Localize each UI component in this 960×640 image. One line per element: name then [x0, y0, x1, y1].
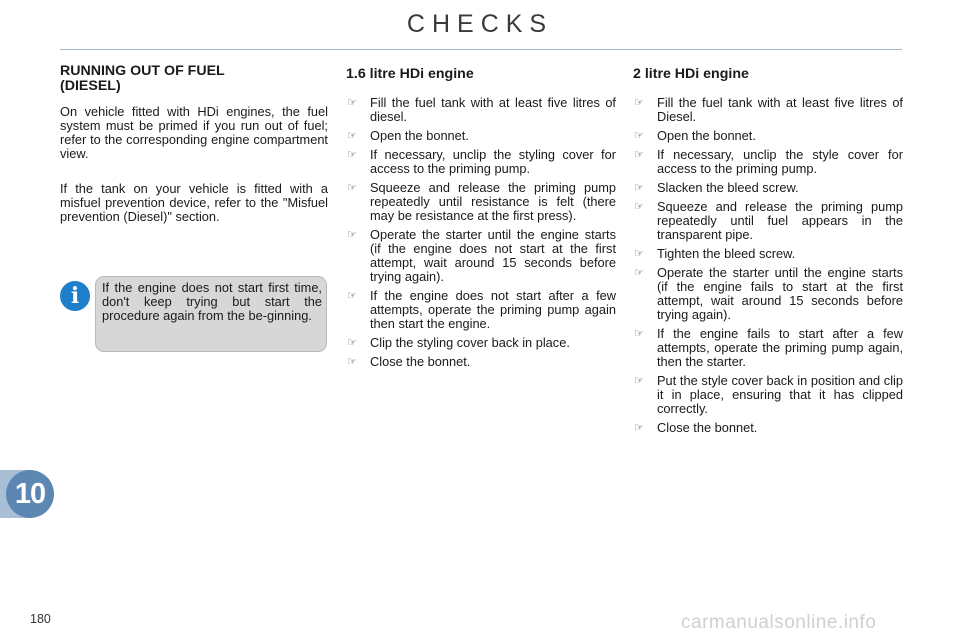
- header-divider: [60, 49, 902, 50]
- pointing-hand-icon: ☞: [347, 289, 357, 302]
- chapter-number-badge: 10: [6, 470, 54, 518]
- list-item: [346, 181, 616, 223]
- list-item: [633, 148, 903, 176]
- step-text: Tighten the bleed screw.: [657, 246, 796, 261]
- list-item: [346, 355, 616, 369]
- list-item: [633, 181, 903, 195]
- pointing-hand-icon: ☞: [634, 421, 644, 434]
- list-item: [633, 421, 903, 435]
- list-item: [633, 247, 903, 261]
- step-text: Put the style cover back in position and clip it in place, ensuring that it has clipped correctly.: [657, 373, 903, 416]
- pointing-hand-icon: ☞: [634, 374, 644, 387]
- list-item: [633, 374, 903, 416]
- step-text: Close the bonnet.: [370, 354, 471, 369]
- pointing-hand-icon: ☞: [634, 327, 644, 340]
- heading-line-1: RUNNING OUT OF FUEL: [60, 63, 225, 79]
- steps-list-2-0-hdi: [633, 96, 903, 435]
- list-item: [346, 129, 616, 143]
- info-icon: i: [60, 281, 90, 311]
- step-text: Operate the starter until the engine starts (if the engine fails to start at the first attempt, wait around 15 seconds before trying again).: [657, 265, 903, 322]
- list-item: [633, 96, 903, 124]
- pointing-hand-icon: ☞: [347, 129, 357, 142]
- list-item: [346, 148, 616, 176]
- mid-column: [346, 64, 616, 374]
- step-text: If the engine does not start after a few attempts, operate the priming pump again then start the engine.: [370, 288, 616, 331]
- step-text: Clip the styling cover back in place.: [370, 335, 570, 350]
- step-text: Open the bonnet.: [657, 128, 756, 143]
- pointing-hand-icon: ☞: [347, 181, 357, 194]
- pointing-hand-icon: ☞: [634, 200, 644, 213]
- page-number: 180: [30, 612, 51, 626]
- steps-list-1-6-hdi: [346, 96, 616, 369]
- list-item: [346, 336, 616, 350]
- section-heading-2-0-hdi: 2 litre HDi engine: [633, 66, 749, 82]
- step-text: Slacken the bleed screw.: [657, 180, 799, 195]
- step-text: Open the bonnet.: [370, 128, 469, 143]
- page-title: CHECKS: [406, 10, 554, 38]
- step-text: Fill the fuel tank with at least five litres of Diesel.: [657, 95, 903, 124]
- step-text: If necessary, unclip the style cover for access to the priming pump.: [657, 147, 903, 176]
- section-heading-1-6-hdi: 1.6 litre HDi engine: [346, 66, 474, 82]
- pointing-hand-icon: ☞: [347, 355, 357, 368]
- step-text: Squeeze and release the priming pump repeatedly until resistance is felt (there may be resistance at the first press).: [370, 180, 616, 223]
- pointing-hand-icon: ☞: [347, 336, 357, 349]
- paragraph-priming: On vehicle fitted with HDi engines, the fuel system must be primed if you run out of fuel; refer to the corresponding engine compartment view.: [60, 104, 328, 161]
- step-text: Operate the starter until the engine starts (if the engine does not start at the first attempt, wait around 15 seconds before trying again).: [370, 227, 616, 284]
- heading-line-2: (DIESEL): [60, 78, 121, 94]
- pointing-hand-icon: ☞: [347, 228, 357, 241]
- list-item: [346, 228, 616, 284]
- pointing-hand-icon: ☞: [634, 181, 644, 194]
- pointing-hand-icon: ☞: [634, 266, 644, 279]
- step-text: If necessary, unclip the styling cover for access to the priming pump.: [370, 147, 616, 176]
- pointing-hand-icon: ☞: [634, 96, 644, 109]
- paragraph-misfuel: If the tank on your vehicle is fitted with a misfuel prevention device, refer to the "Misfuel prevention (Diesel)" section.: [60, 181, 328, 224]
- pointing-hand-icon: ☞: [634, 129, 644, 142]
- pointing-hand-icon: ☞: [634, 148, 644, 161]
- list-item: [346, 289, 616, 331]
- step-text: Close the bonnet.: [657, 420, 758, 435]
- section-heading-running-out: [60, 64, 328, 94]
- info-text: If the engine does not start first time, don't keep trying but start the procedure again from the be-ginning.: [102, 280, 322, 323]
- step-text: Squeeze and release the priming pump repeatedly until fuel appears in the transparent pipe.: [657, 199, 903, 242]
- step-text: Fill the fuel tank with at least five litres of diesel.: [370, 95, 616, 124]
- pointing-hand-icon: ☞: [347, 148, 357, 161]
- right-column: [633, 64, 903, 440]
- list-item: [346, 96, 616, 124]
- watermark: carmanualsonline.info: [681, 612, 877, 633]
- left-column: [60, 64, 328, 245]
- list-item: [633, 327, 903, 369]
- list-item: [633, 129, 903, 143]
- list-item: [633, 200, 903, 242]
- list-item: [633, 266, 903, 322]
- step-text: If the engine fails to start after a few attempts, operate the priming pump again, then the starter.: [657, 326, 903, 369]
- pointing-hand-icon: ☞: [634, 247, 644, 260]
- pointing-hand-icon: ☞: [347, 96, 357, 109]
